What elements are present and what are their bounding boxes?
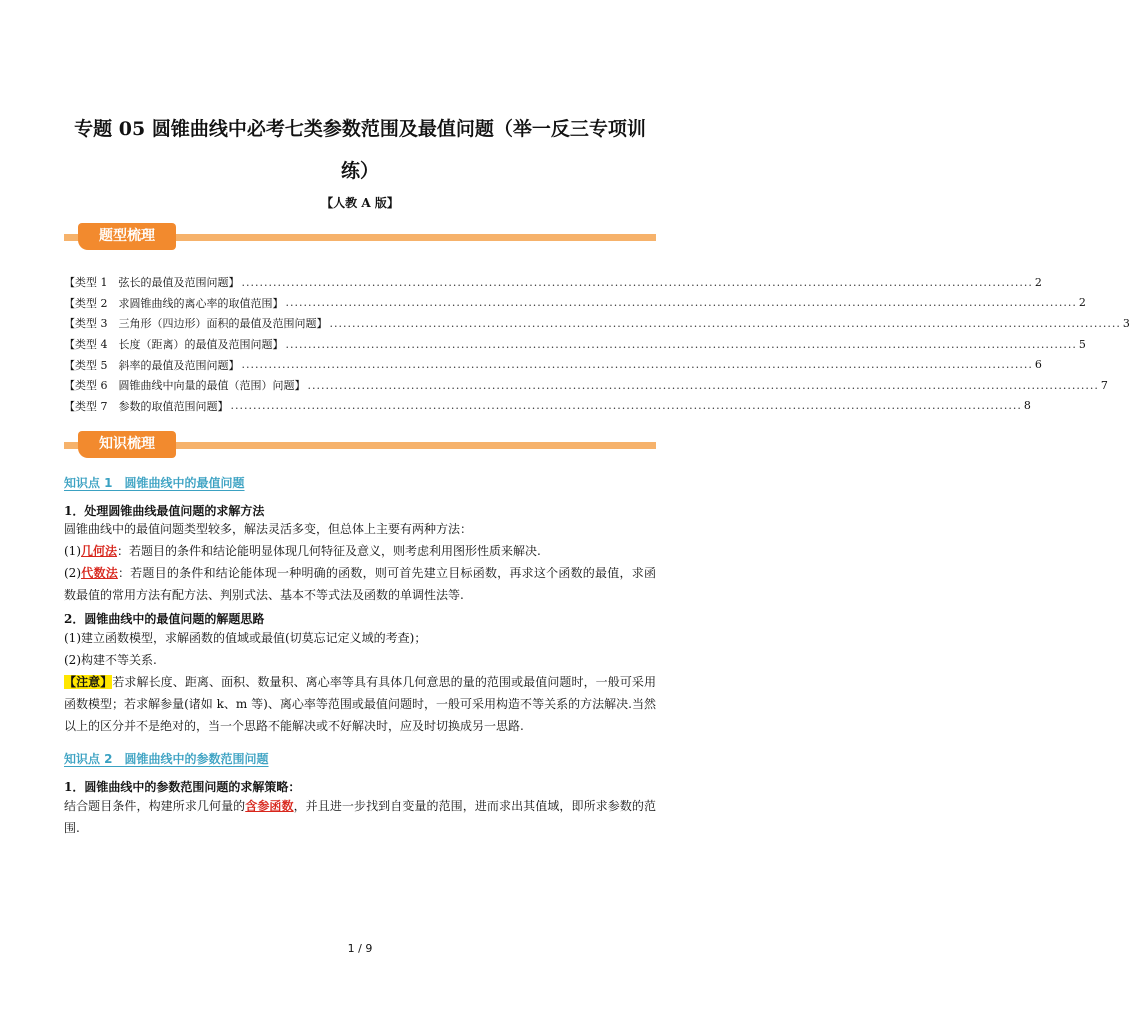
note-label: 【注意】 bbox=[64, 675, 113, 689]
paragraph-inequality: (2)构建不等关系. bbox=[64, 653, 157, 667]
toc-entry-4[interactable]: 【类型 4 长度（距离）的最值及范围问题】 ................................................................................................................................................................................ 5 bbox=[64, 337, 1086, 352]
paragraph-methods-intro: 圆锥曲线中的最值问题类型较多，解法灵活多变，但总体上主要有两种方法： bbox=[64, 522, 473, 536]
table-of-contents bbox=[64, 272, 1130, 416]
document-title: 专题 05 圆锥曲线中必考七类参数范围及最值问题（举一反三专项训练） bbox=[74, 118, 646, 182]
section-heading-approach: 2．圆锥曲线中的最值问题的解题思路 bbox=[64, 612, 265, 626]
paragraph-function-model: (1)建立函数模型，求解函数的值域或最值(切莫忘记定义域的考查)； bbox=[64, 631, 427, 645]
banner-tag: 题型梳理 bbox=[78, 223, 176, 250]
toc-entry-5[interactable]: 【类型 5 斜率的最值及范围问题】 ................................................................................................................................................................................ 6 bbox=[64, 358, 1042, 372]
edition-label: 【人教 A 版】 bbox=[321, 196, 399, 210]
toc-entry-3[interactable]: 【类型 3 三角形（四边形）面积的最值及范围问题】 ................................................................................................................................................................................ 3 bbox=[64, 316, 1130, 331]
keyword-geometric: 几何法 bbox=[81, 544, 118, 558]
knowledge-point-1-title: 知识点 1 圆锥曲线中的最值问题 bbox=[64, 476, 245, 490]
banner-tag: 知识梳理 bbox=[78, 431, 176, 458]
keyword-parametric-function: 含参函数 bbox=[245, 799, 294, 813]
paragraph-strategy: 结合题目条件，构建所求几何量的含参函数，并且进一步找到自变量的范围，进而求出其值域，即所求参数的范围. bbox=[64, 799, 656, 835]
page-number: 1 / 9 bbox=[347, 942, 373, 955]
section-heading-strategy: 1．圆锥曲线中的参数范围问题的求解策略： bbox=[64, 780, 301, 794]
section-banner-knowledge bbox=[64, 428, 656, 460]
toc-entry-1[interactable]: 【类型 1 弦长的最值及范围问题】 ................................................................................................................................................................................ 2 bbox=[64, 275, 1042, 290]
paragraph-algebraic-method: (2)代数法：若题目的条件和结论能体现一种明确的函数，则可首先建立目标函数，再求这个函数的最值，求函数最值的常用方法有配方法、判别式法、基本不等式法及函数的单调性法等. bbox=[64, 566, 656, 602]
knowledge-point-2-title: 知识点 2 圆锥曲线中的参数范围问题 bbox=[64, 752, 269, 766]
toc-entry-7[interactable]: 【类型 7 参数的取值范围问题】 ................................................................................................................................................................................ 8 bbox=[64, 399, 1031, 413]
toc-entry-6[interactable]: 【类型 6 圆锥曲线中向量的最值（范围）问题】 ................................................................................................................................................................................ 7 bbox=[64, 378, 1108, 393]
keyword-algebraic: 代数法 bbox=[81, 566, 118, 580]
section-banner-question-types bbox=[64, 220, 656, 252]
paragraph-note: 【注意】若求解长度、距离、面积、数量积、离心率等具有具体几何意思的量的范围或最值问题时，一般可采用函数模型；若求解参量(诸如 k、m 等)、离心率等范围或最值问题时，一般可采用构造不等关系的方法解决.当然以上的区分并不是绝对的，当一个思路不能解决或不好解决时，应及时切换成另一思路. bbox=[64, 675, 656, 733]
toc-entry-2[interactable]: 【类型 2 求圆锥曲线的离心率的取值范围】 ................................................................................................................................................................................ 2 bbox=[64, 296, 1086, 310]
section-heading-methods: 1．处理圆锥曲线最值问题的求解方法 bbox=[64, 504, 265, 518]
paragraph-geometric-method: (1)几何法：若题目的条件和结论能明显体现几何特征及意义，则考虑利用图形性质来解决. bbox=[64, 544, 541, 558]
